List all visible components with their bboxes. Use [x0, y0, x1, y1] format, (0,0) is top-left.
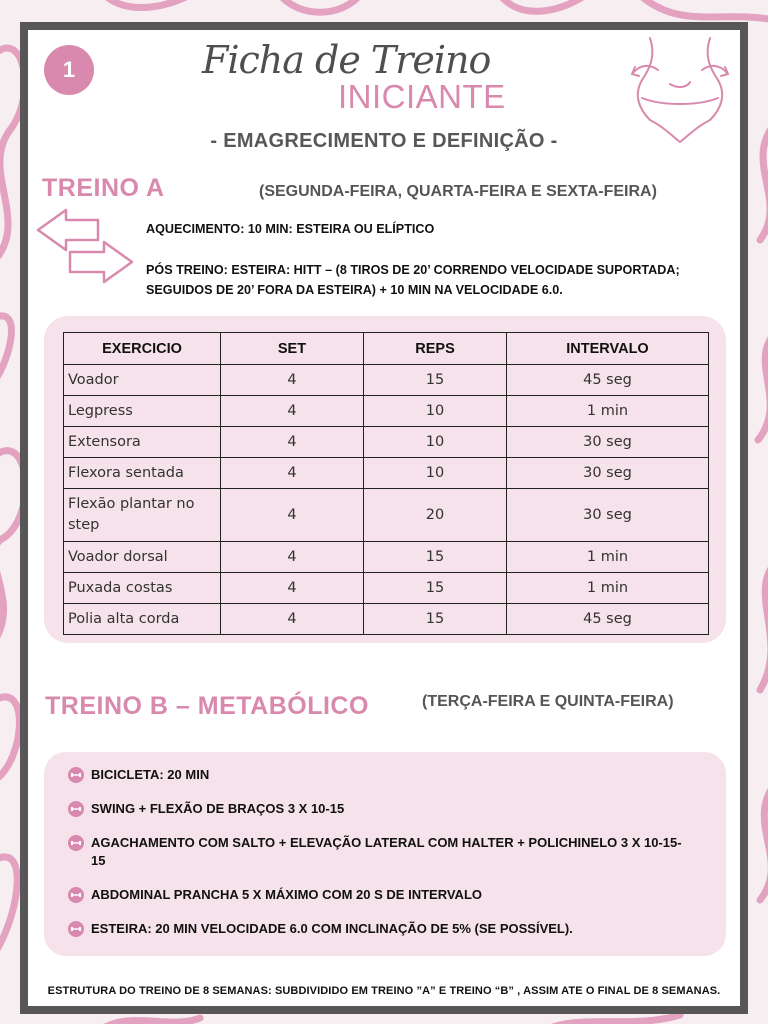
cell-exercise: Puxada costas [64, 573, 221, 604]
list-item-text: ABDOMINAL PRANCHA 5 X MÁXIMO COM 20 S DE INTERVALO [91, 887, 482, 902]
page-number-badge: 1 [44, 45, 94, 95]
treino-b-title: TREINO B – METABÓLICO [45, 692, 369, 720]
list-item [68, 886, 688, 904]
table-row [64, 573, 709, 604]
dumbbell-icon [68, 921, 84, 937]
cell-interval: 30 seg [507, 458, 709, 489]
cell-interval: 30 seg [507, 427, 709, 458]
cell-interval: 30 seg [507, 489, 709, 542]
cell-set: 4 [221, 458, 364, 489]
table-row [64, 365, 709, 396]
dumbbell-icon [68, 801, 84, 817]
cell-reps: 20 [364, 489, 507, 542]
cell-set: 4 [221, 542, 364, 573]
list-item-text: ESTEIRA: 20 MIN VELOCIDADE 6.0 COM INCLINAÇÃO DE 5% (SE POSSÍVEL). [91, 921, 573, 936]
dumbbell-icon [68, 887, 84, 903]
list-item-text: AGACHAMENTO COM SALTO + ELEVAÇÃO LATERAL COM HALTER + POLICHINELO 3 X 10-15-15 [91, 835, 682, 868]
cell-interval: 1 min [507, 573, 709, 604]
cell-set: 4 [221, 427, 364, 458]
table-header-row [64, 333, 709, 365]
cell-set: 4 [221, 365, 364, 396]
cell-interval: 45 seg [507, 604, 709, 635]
col-header-exercise: EXERCICIO [64, 333, 221, 365]
table-row [64, 604, 709, 635]
cell-set: 4 [221, 396, 364, 427]
treino-a-title: TREINO A [42, 174, 165, 202]
table-row [64, 396, 709, 427]
level-title: INICIANTE [338, 78, 506, 115]
cell-exercise: Extensora [64, 427, 221, 458]
cell-interval: 1 min [507, 396, 709, 427]
list-item [68, 800, 688, 818]
col-header-set: SET [221, 333, 364, 365]
cell-exercise: Voador dorsal [64, 542, 221, 573]
table-row [64, 489, 709, 542]
cell-reps: 10 [364, 458, 507, 489]
col-header-interval: INTERVALO [507, 333, 709, 365]
table-row [64, 427, 709, 458]
cell-reps: 15 [364, 604, 507, 635]
cell-interval: 45 seg [507, 365, 709, 396]
list-item-text: SWING + FLEXÃO DE BRAÇOS 3 X 10-15 [91, 801, 345, 816]
program-subtitle: - EMAGRECIMENTO E DEFINIÇÃO - [210, 130, 558, 152]
exercise-table [63, 332, 709, 635]
list-item [68, 834, 688, 870]
cell-set: 4 [221, 604, 364, 635]
swap-arrows-icon [36, 208, 134, 286]
col-header-reps: REPS [364, 333, 507, 365]
cell-exercise: Legpress [64, 396, 221, 427]
cell-interval: 1 min [507, 542, 709, 573]
sheet-title: Ficha de Treino [202, 38, 491, 82]
warmup-note: AQUECIMENTO: 10 MIN: ESTEIRA OU ELÍPTICO [146, 222, 435, 236]
cell-exercise: Flexão plantar no step [64, 489, 221, 542]
cell-exercise: Polia alta corda [64, 604, 221, 635]
treino-a-days: (SEGUNDA-FEIRA, QUARTA-FEIRA E SEXTA-FEIRA) [259, 183, 657, 200]
dumbbell-icon [68, 767, 84, 783]
table-row [64, 542, 709, 573]
cell-set: 4 [221, 489, 364, 542]
cell-reps: 10 [364, 396, 507, 427]
program-footer-note: ESTRUTURA DO TREINO DE 8 SEMANAS: SUBDIVIDIDO EM TREINO ”A” E TREINO “B” , ASSIM ATE O FINAL DE 8 SEMANAS. [47, 985, 721, 997]
post-workout-note: PÓS TREINO: ESTEIRA: HITT – (8 TIROS DE 20’ CORRENDO VELOCIDADE SUPORTADA; SEGUIDOS DE 20’ FORA DA ESTEIRA) + 10 MIN NA VELOCIDADE 6.0. [146, 263, 680, 297]
table-row [64, 458, 709, 489]
cell-exercise: Flexora sentada [64, 458, 221, 489]
dumbbell-icon [68, 835, 84, 851]
cell-set: 4 [221, 573, 364, 604]
cell-reps: 10 [364, 427, 507, 458]
list-item [68, 766, 688, 784]
treino-b-days: (TERÇA-FEIRA E QUINTA-FEIRA) [422, 693, 674, 710]
cell-reps: 15 [364, 573, 507, 604]
cell-exercise: Voador [64, 365, 221, 396]
list-item-text: BICICLETA: 20 MIN [91, 767, 210, 782]
cell-reps: 15 [364, 542, 507, 573]
cell-reps: 15 [364, 365, 507, 396]
list-item [68, 920, 688, 938]
treino-b-list [68, 766, 688, 954]
